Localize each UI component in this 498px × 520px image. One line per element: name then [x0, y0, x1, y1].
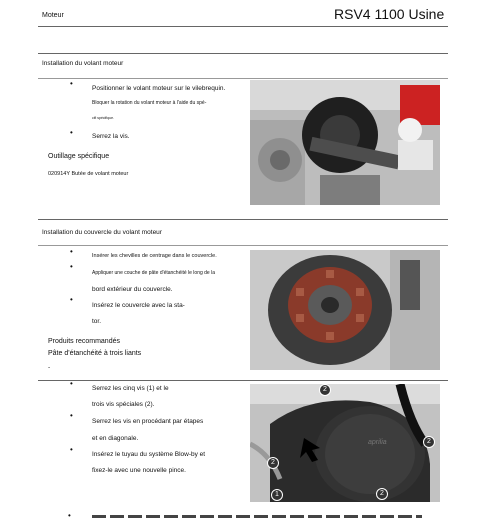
products-heading: Produits recommandés	[48, 338, 120, 345]
step-text: Insérez le couvercle avec la sta-	[92, 302, 185, 309]
header-model-title: RSV4 1100 Usine	[334, 6, 445, 22]
step-text: Positionner le volant moteur sur le vilebrequin.	[92, 85, 226, 92]
callout-marker: 1	[271, 489, 283, 501]
header-divider	[38, 26, 448, 27]
bullet-marker: •	[70, 379, 73, 388]
bullet-marker: •	[70, 128, 73, 137]
section1-title: Installation du volant moteur	[42, 60, 124, 67]
bullet-marker: •	[70, 79, 73, 88]
step-text: tor.	[92, 318, 102, 325]
cover-installed-photo	[250, 384, 440, 502]
section2-title: Installation du couvercle du volant moteur	[42, 229, 162, 236]
step-text: Insérer les chevilles de centrage dans le couvercle.	[92, 253, 217, 259]
step-text: Bloquer la rotation du volant moteur à l'aide du spé-	[92, 100, 207, 106]
callout-marker: 2	[423, 436, 435, 448]
truncated-line	[92, 513, 422, 519]
stator-cover-photo	[250, 250, 440, 370]
step-text: bord extérieur du couvercle.	[92, 286, 173, 293]
callout-marker: 2	[319, 384, 331, 396]
tools-heading: Outillage spécifique	[48, 153, 110, 160]
step-text: Serrez la vis.	[92, 133, 130, 140]
section3-top-rule	[38, 380, 448, 381]
bullet-marker: •	[70, 445, 73, 454]
product-name: Pâte d'étanchéité à trois liants	[48, 350, 142, 357]
callout-marker: 2	[267, 457, 279, 469]
callout-marker: 2	[376, 488, 388, 500]
bullet-marker: •	[70, 295, 73, 304]
step-text: Appliquer une couche de pâte d'étanchéité le long de la	[92, 270, 215, 276]
section1-title-rule	[38, 78, 448, 79]
bullet-marker: •	[70, 247, 73, 256]
step-text: Serrez les vis en procédant par étapes	[92, 418, 204, 425]
section1-top-rule	[38, 53, 448, 54]
aprilia-logo-text: aprilia	[368, 439, 387, 446]
tool-reference: 020914Y Butée de volant moteur	[48, 171, 129, 177]
step-text: fixez-le avec une nouvelle pince.	[92, 467, 186, 474]
header-section-label: Moteur	[42, 12, 64, 19]
bullet-marker: •	[70, 411, 73, 420]
step-text: trois vis spéciales (2).	[92, 401, 155, 408]
flywheel-photo	[250, 80, 440, 205]
step-text: cifi spécifique.	[92, 116, 114, 120]
section2-top-rule	[38, 219, 448, 220]
step-text: Serrez les cinq vis (1) et le	[92, 385, 169, 392]
bullet-marker: •	[68, 511, 71, 520]
bullet-marker: •	[70, 262, 73, 271]
step-text: Insérez le tuyau du système Blow-by et	[92, 451, 206, 458]
step-text: et en diagonale.	[92, 435, 139, 442]
section2-title-rule	[38, 245, 448, 246]
product-dash: -	[48, 364, 51, 371]
